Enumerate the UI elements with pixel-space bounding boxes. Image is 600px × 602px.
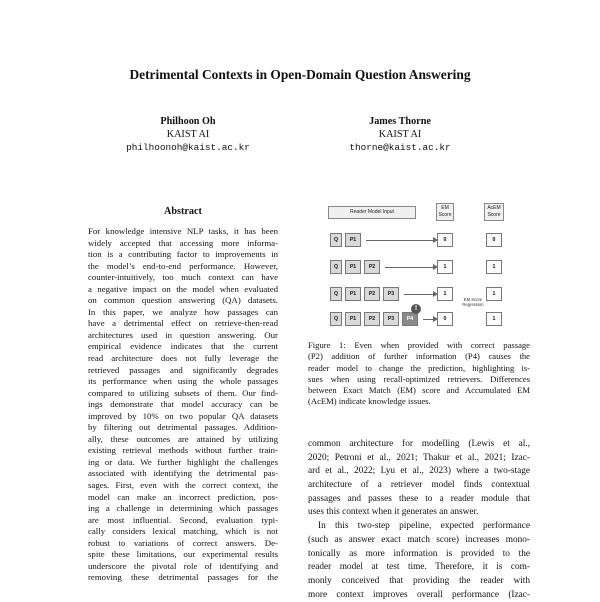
text-line: uses this context when it generates an answer.: [308, 507, 479, 518]
paper-title: Detrimental Contexts in Open-Domain Question Answering: [129, 67, 471, 82]
text-line: ing or data. We further highlight the challenges: [88, 456, 278, 467]
text-line: cally considers lexical matching, which is not: [88, 526, 278, 537]
author-name: James Thorne: [369, 116, 431, 127]
passage-cell: Q: [330, 312, 342, 326]
text-line: associated with identifying the detrimental pas-: [88, 468, 278, 479]
author-email: thorne@kaist.ac.kr: [349, 142, 451, 153]
passage-cell: P2: [364, 287, 380, 301]
text-line: common architecture for modelling (Lewis et al.,: [308, 439, 530, 449]
passage-cell: P1: [345, 312, 361, 326]
arrow-icon: [366, 240, 434, 241]
text-line: (P2) addition of further information (P4) causes the: [308, 351, 530, 362]
text-line: (AcEM) indicate knowledge issues.: [308, 396, 431, 407]
text-line: on common question answering (QA) datasets.: [88, 295, 278, 306]
em-score-header: EM Score: [436, 203, 454, 221]
em-regression-label: EM Score Regression: [462, 297, 484, 307]
text-line: empirical evidence indicates that the current: [88, 341, 278, 352]
text-line: improved by 10% on two popular QA datasets: [88, 410, 278, 421]
text-line: tonically as more information is provided to the: [308, 548, 530, 559]
text-line: In this two-step pipeline, expected performance: [318, 521, 530, 532]
text-line: compared to utilizing subsets of them. Our find-: [88, 387, 278, 398]
text-line: a negative impact on the model when evaluated: [88, 283, 278, 294]
text-line: spite these limitations, our experimental results: [88, 549, 278, 560]
author-affiliation: KAIST AI: [166, 129, 210, 140]
text-line: are most influential. Second, evaluation typi-: [88, 514, 278, 525]
em-score-cell: 0: [437, 233, 453, 247]
text-line: 2020; Petroni et al., 2021; Thakur et al., 2021; Izac-: [308, 452, 530, 463]
arrow-icon: [404, 294, 434, 295]
text-line: more context improves overall performance (Izac-: [308, 589, 530, 600]
figure-1: [308, 200, 518, 330]
text-line: the model’s end-to-end performance. However,: [88, 260, 278, 271]
abstract-heading: Abstract: [164, 206, 202, 217]
acem-score-header: AcEM Score: [484, 203, 504, 221]
text-line: ings demonstrate that model accuracy can be: [88, 399, 278, 410]
text-line: by filtering out detrimental passages. Addition-: [88, 422, 278, 433]
text-line: architectures used in question answering. Our: [88, 329, 278, 340]
text-line: read architecture does not fully leverage the: [88, 353, 278, 364]
text-line: retrieved passages and significantly degrades: [88, 364, 278, 375]
em-score-cell: 1: [437, 260, 453, 274]
arrow-icon: [385, 267, 434, 268]
text-line: ally, these outcomes are attained by utilizing: [88, 433, 278, 444]
text-line: tion is a contributing factor to improvements in: [88, 249, 278, 260]
text-line: In this paper, we analyze how passages can: [88, 306, 278, 317]
arrow-icon: [423, 319, 434, 320]
text-line: model can make an incorrect prediction, pos-: [88, 491, 278, 502]
author-affiliation: KAIST AI: [378, 129, 422, 140]
text-line: reader model to change the prediction, highlighting is-: [308, 362, 530, 373]
text-line: between Exact Match (EM) score and Accumulated EM: [308, 385, 530, 396]
text-line: For knowledge intensive NLP tasks, it has been: [88, 226, 278, 236]
text-line: ing a challenge in determining which passages: [88, 503, 278, 514]
text-line: widely accepted that accessing more informa-: [88, 237, 278, 248]
passage-cell: P2: [364, 312, 380, 326]
text-line: sues when using recall-optimized retrievers. Differences: [308, 373, 530, 384]
text-line: have a detrimental effect on retrieve-then-read: [88, 318, 278, 329]
passage-cell: P1: [345, 260, 361, 274]
text-line: Figure 1: Even when provided with correct passage: [308, 340, 530, 350]
acem-score-cell: 1: [486, 260, 502, 274]
text-line: ard et al., 2022; Lyu et al., 2023) where a two-stage: [308, 466, 530, 477]
text-line: reader model at test time. Therefore, it is com-: [308, 562, 530, 573]
warning-icon: !: [411, 304, 421, 314]
abstract-body: [88, 226, 278, 584]
text-line: underscore the pivotal role of identifying and: [88, 560, 278, 571]
passage-cell: Q: [330, 287, 342, 301]
author-name: Philhoon Oh: [160, 116, 216, 127]
acem-score-cell: 0: [486, 233, 502, 247]
passage-cell: P4: [402, 312, 418, 326]
text-line: sages. First, even with the correct context, the: [88, 480, 278, 491]
passage-cell: P1: [345, 233, 361, 247]
text-line: architecture of a retriever model finds contextual: [308, 480, 530, 491]
text-line: passages and passes these to a reader module that: [308, 493, 530, 504]
reader-input-label: Reader Model Input: [328, 206, 416, 219]
em-score-cell: 0: [437, 312, 453, 326]
text-line: its performance when using the whole passages: [88, 376, 278, 387]
em-score-cell: 1: [437, 287, 453, 301]
text-line: (such as answer exact match score) increases mono-: [308, 534, 530, 545]
text-line: removing these detrimental passages for the: [88, 572, 278, 583]
author-1: [88, 115, 288, 154]
passage-cell: P3: [383, 312, 399, 326]
text-line: counter-intuitively, too much context can have: [88, 272, 278, 283]
acem-score-cell: 1: [486, 312, 502, 326]
body-text: [308, 438, 530, 602]
author-email: philhoonoh@kaist.ac.kr: [126, 142, 250, 153]
passage-cell: P1: [345, 287, 361, 301]
passage-cell: Q: [330, 260, 342, 274]
passage-cell: P2: [364, 260, 380, 274]
author-2: [300, 115, 500, 154]
text-line: robust to variations of correct answers. De-: [88, 537, 278, 548]
text-line: existing retrieval methods without further train-: [88, 445, 278, 456]
passage-cell: Q: [330, 233, 342, 247]
passage-cell: P3: [383, 287, 399, 301]
figure-caption: [308, 340, 530, 408]
acem-score-cell: 1: [486, 287, 502, 301]
text-line: monly conceived that providing the reader with: [308, 575, 530, 586]
